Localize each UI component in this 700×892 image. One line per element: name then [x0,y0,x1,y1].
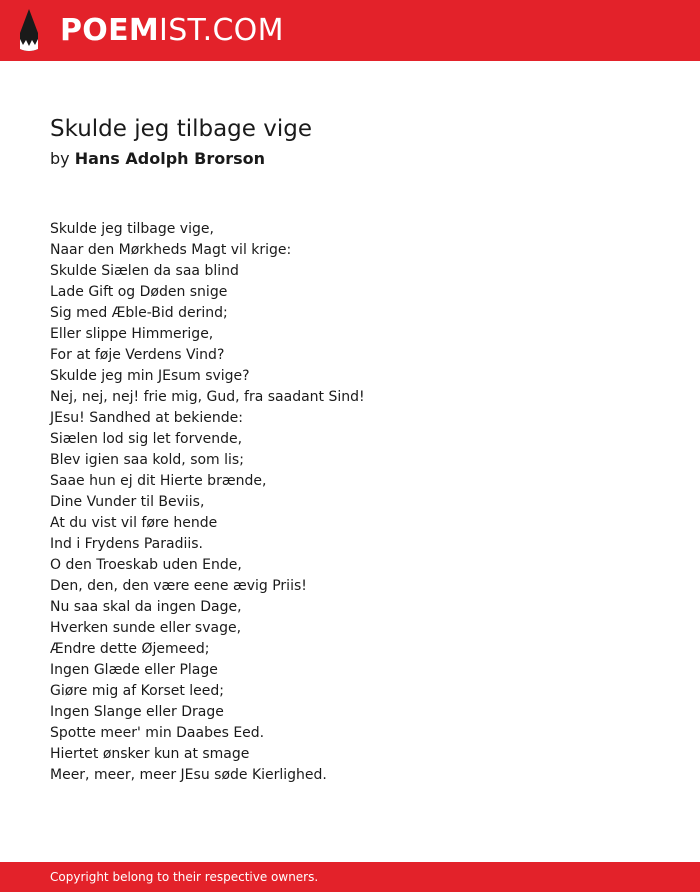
poem-line: Meer, meer, meer JEsu søde Kierlighed. [50,767,327,783]
author-name: Hans Adolph Brorson [74,149,265,168]
poem-line: Giøre mig af Korset leed; [50,683,225,699]
poem-line: Blev igien saa kold, som lis; [50,452,244,468]
poem-line: Hiertet ønsker kun at smage [50,746,250,762]
site-footer [0,862,700,892]
poem-line: At du vist vil føre hende [50,515,218,531]
logo-text-bold: POEM [60,13,160,48]
poem-line: Naar den Mørkheds Magt vil krige: [50,242,292,258]
byline-prefix: by [50,149,70,168]
poem-line: Ingen Slange eller Drage [50,704,224,720]
poem-line: Sig med Æble-Bid derind; [50,305,228,321]
poem-line: Saae hun ej dit Hierte brænde, [50,473,267,489]
poem-line: Ændre dette Øjemeed; [50,641,210,657]
poem-title: Skulde jeg tilbage vige [50,116,312,142]
poem-line: Skulde Siælen da saa blind [50,263,239,279]
poem-line: For at føje Verdens Vind? [50,347,225,363]
site-logo[interactable] [16,8,284,54]
poem-line: Ind i Frydens Paradiis. [50,536,204,552]
site-header [0,0,700,61]
byline [50,149,265,168]
poem-line: Ingen Glæde eller Plage [50,662,218,678]
logo-text-light: IST.COM [159,13,284,48]
poem-line: Lade Gift og Døden snige [50,284,228,300]
poem-line: Den, den, den være eene ævig Priis! [50,578,307,594]
poem-line: Skulde jeg tilbage vige, [50,221,214,237]
poem-body [50,219,365,786]
poem-line: Skulde jeg min JEsum svige? [50,368,250,384]
poem-line: Dine Vunder til Beviis, [50,494,205,510]
poem-line: Spotte meer' min Daabes Eed. [50,725,265,741]
poem-line: Nej, nej, nej! frie mig, Gud, fra saadant Sind! [50,389,365,405]
logo-wordmark [60,13,284,48]
poem-line: JEsu! Sandhed at bekiende: [50,410,243,426]
poem-line: Eller slippe Himmerige, [50,326,214,342]
poem-line: Hverken sunde eller svage, [50,620,242,636]
pen-nib-icon [16,9,42,53]
poem-line: O den Troeskab uden Ende, [50,557,242,573]
poem-line: Siælen lod sig let forvende, [50,431,243,447]
copyright-text: Copyright belong to their respective owners. [50,870,319,884]
poem-line: Nu saa skal da ingen Dage, [50,599,242,615]
